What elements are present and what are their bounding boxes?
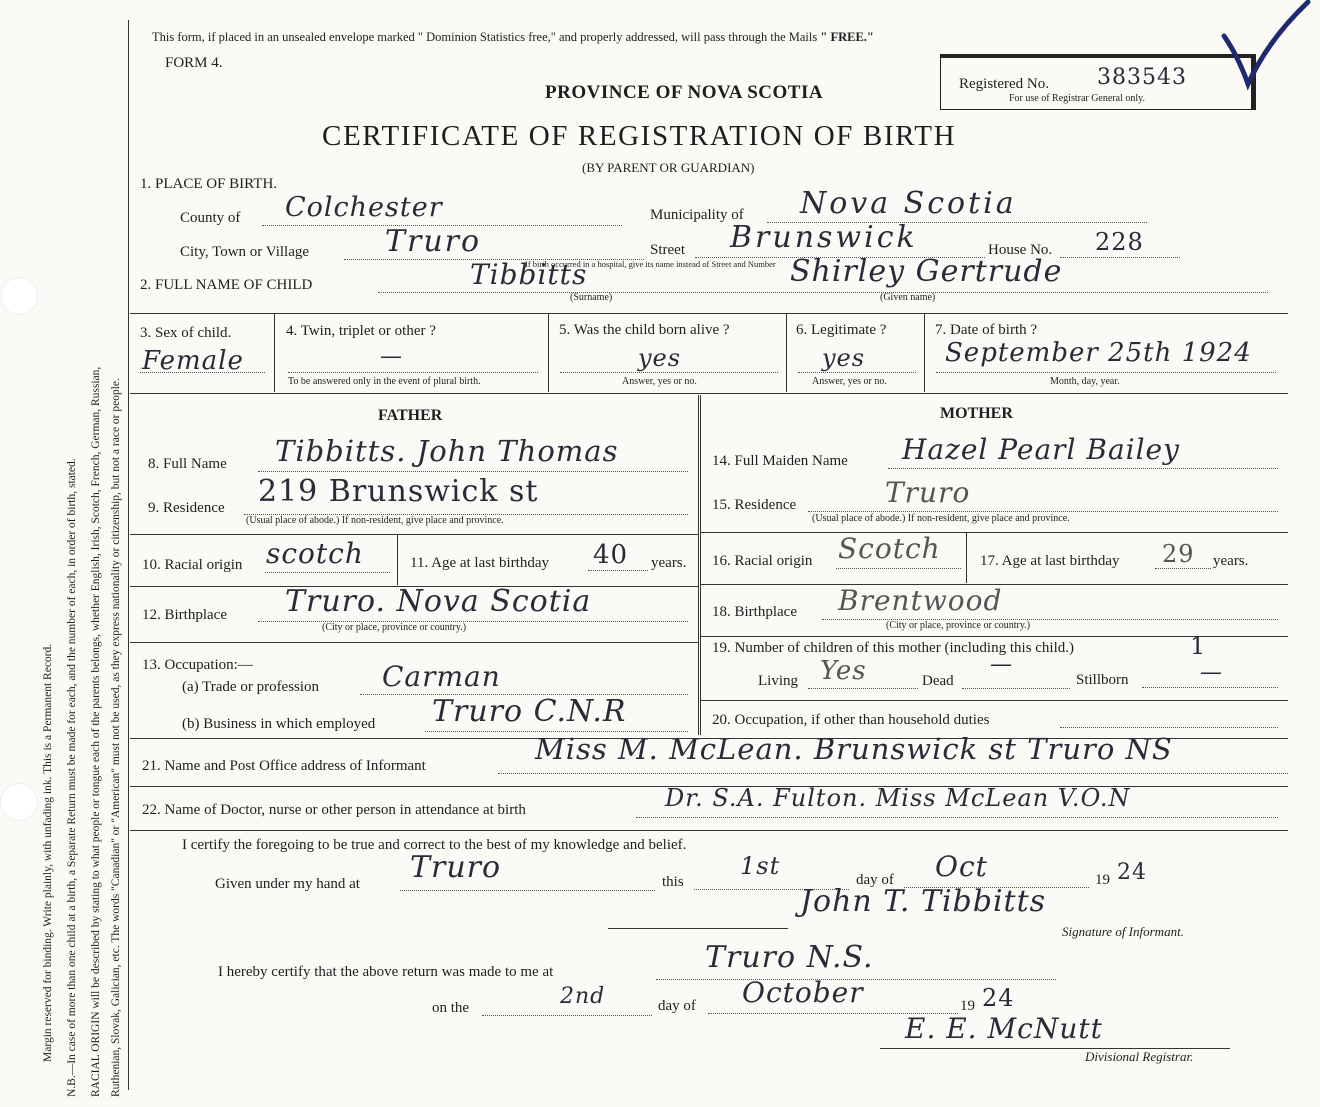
father-trade-value: Carman [382, 660, 501, 693]
registrar-note: For use of Registrar General only. [1009, 93, 1145, 104]
mother-race-label: 16. Racial origin [712, 553, 813, 569]
certificate-title: CERTIFICATE OF REGISTRATION OF BIRTH [322, 120, 957, 152]
given-caption: (Given name) [880, 292, 936, 303]
informant-line [498, 773, 1288, 774]
mother-residence-note: (Usual place of abode.) If non-resident, give place and province. [812, 513, 1070, 524]
surname-caption: (Surname) [570, 292, 613, 303]
mother-occupation-label: 20. Occupation, if other than household duties [712, 712, 990, 728]
municipality-value: Nova Scotia [800, 186, 1017, 221]
reg-day-of-label: day of [658, 998, 696, 1014]
father-name-line [258, 471, 688, 472]
col-div-1 [274, 314, 275, 392]
child-given-name: Shirley Gertrude [790, 254, 1063, 289]
mother-age-label: 17. Age at last birthday [980, 553, 1120, 569]
dob-line [936, 372, 1276, 373]
mother-living-line [808, 688, 918, 689]
col-div-4 [924, 314, 925, 392]
mother-age-line [1155, 568, 1211, 569]
margin-racial-note: RACIAL ORIGIN will be described by stating to what people or tongue each of the parents belongs, whether English, Irish, Scotch, French, German, Russian, [90, 366, 102, 1097]
mailing-notice [152, 30, 874, 45]
reg-month-value: October [742, 976, 864, 1009]
father-age-line [588, 570, 648, 571]
house-line [1060, 257, 1180, 258]
given-place-value: Truro [410, 850, 502, 885]
registered-label: Registered No. [959, 76, 1049, 92]
mother-heading: MOTHER [940, 405, 1013, 422]
father-name-value: Tibbitts. John Thomas [275, 434, 619, 468]
doctor-value: Dr. S.A. Fulton. Miss McLean V.O.N [665, 784, 1131, 812]
twin-value: — [380, 344, 403, 369]
mother-years-label: years. [1213, 553, 1249, 569]
mother-occupation-line [1060, 727, 1278, 728]
row-divider-1 [130, 313, 1288, 314]
child-name-label: 2. FULL NAME OF CHILD [140, 277, 313, 293]
informant-signature: John T. Tibbitts [800, 884, 1047, 919]
father-race-label: 10. Racial origin [142, 557, 243, 573]
registrar-caption: Divisional Registrar. [1085, 1049, 1194, 1064]
place-of-birth-label: 1. PLACE OF BIRTH. [140, 176, 278, 192]
reg-year-prefix: 19 [960, 998, 975, 1014]
father-divider-1 [130, 534, 698, 535]
province-heading: PROVINCE OF NOVA SCOTIA [545, 82, 824, 103]
street-value: Brunswick [730, 220, 918, 255]
mother-age-value: 29 [1162, 540, 1195, 568]
father-occupation-label: 13. Occupation:— [142, 657, 253, 673]
mother-dead-line [962, 688, 1070, 689]
registered-box [940, 54, 1256, 110]
mother-birthplace-note: (City or place, province or country.) [886, 620, 1031, 631]
dob-note: Month, day, year. [1050, 376, 1120, 387]
city-value: Truro [385, 224, 482, 259]
legitimate-line [798, 372, 916, 373]
certify-statement: I certify the foregoing to be true and correct to the best of my knowledge and belief. [182, 837, 687, 853]
child-name-line [378, 292, 1268, 293]
dob-label: 7. Date of birth ? [935, 322, 1038, 338]
father-heading: FATHER [378, 407, 443, 424]
year-value: 24 [1117, 860, 1147, 885]
alive-note: Answer, yes or no. [622, 376, 697, 387]
mother-race-value: Scotch [838, 532, 941, 565]
registrar-statement: I hereby certify that the above return was made to me at [218, 964, 554, 980]
county-label: County of [180, 210, 241, 226]
given-place-line [400, 890, 655, 891]
mother-age-div [966, 533, 967, 583]
sex-value: Female [142, 346, 244, 376]
father-age-value: 40 [593, 540, 629, 570]
father-birthplace-label: 12. Birthplace [142, 607, 227, 623]
dob-value: September 25th 1924 [945, 338, 1252, 368]
margin-racial-note-2: Ruthenian, Slovak, Galician, etc. The words "Canadian" or "American" must not be used, as they express nationality or citizenship, but not a race or people. [110, 378, 122, 1097]
father-race-value: scotch [266, 537, 364, 570]
punch-hole-bottom [0, 783, 38, 821]
mother-divider-4 [700, 700, 1288, 701]
father-age-label: 11. Age at last birthday [410, 555, 549, 571]
father-divider-3 [130, 642, 698, 643]
mother-name-line [888, 468, 1278, 469]
punch-hole-top [0, 277, 38, 315]
father-birthplace-value: Truro. Nova Scotia [285, 584, 592, 619]
reg-day-value: 2nd [560, 984, 606, 1009]
form-left-border [128, 20, 129, 1090]
mother-dead-value: — [990, 652, 1013, 677]
father-business-label: (b) Business in which employed [182, 716, 376, 732]
twin-line [288, 372, 538, 373]
certificate-subtitle: (BY PARENT OR GUARDIAN) [582, 160, 755, 175]
father-residence-note: (Usual place of abode.) If non-resident, give place and province. [246, 515, 504, 526]
hospital-note: If birth occurred in a hospital, give its name instead of Street and Number [525, 259, 776, 269]
city-label: City, Town or Village [180, 244, 310, 260]
mother-name-value: Hazel Pearl Bailey [902, 433, 1180, 466]
given-under-label: Given under my hand at [215, 876, 360, 892]
doctor-line [636, 817, 1278, 818]
margin-binding-note: Margin reserved for binding. Write plainly, with unfading ink. This is a Permanent Record. [42, 643, 54, 1062]
child-surname: Tibbitts [470, 258, 588, 291]
reg-day-line [482, 1015, 652, 1016]
house-value: 228 [1095, 228, 1144, 256]
alive-label: 5. Was the child born alive ? [559, 322, 730, 338]
father-residence-label: 9. Residence [148, 500, 225, 516]
informant-label: 21. Name and Post Office address of Informant [142, 758, 426, 774]
street-label: Street [650, 242, 685, 258]
mother-residence-label: 15. Residence [712, 497, 797, 513]
mother-residence-line [808, 511, 1278, 512]
house-label: House No. [988, 242, 1053, 258]
mother-stillborn-line [1142, 687, 1278, 688]
father-race-line [265, 572, 390, 573]
twin-note: To be answered only in the event of plural birth. [288, 376, 481, 387]
mother-children-value: 1 [1190, 632, 1207, 660]
municipality-label: Municipality of [650, 207, 744, 223]
mother-race-line [836, 568, 961, 569]
father-years-label: years. [651, 555, 687, 571]
informant-signature-caption: Signature of Informant. [1062, 924, 1184, 939]
twin-label: 4. Twin, triplet or other ? [286, 323, 436, 339]
day-value: 1st [740, 852, 781, 880]
col-div-2 [548, 314, 549, 392]
day-of-label: day of [856, 872, 894, 888]
father-name-label: 8. Full Name [148, 456, 227, 472]
father-business-value: Truro C.N.R [432, 694, 627, 729]
mailing-notice-text: This form, if placed in an unsealed envelope marked " Dominion Statistics free," and properly addressed, will pass through the Mails [152, 30, 821, 44]
mother-residence-value: Truro [885, 476, 971, 509]
mother-stillborn-value: — [1200, 660, 1223, 685]
mother-birthplace-label: 18. Birthplace [712, 604, 797, 620]
father-age-div [397, 535, 398, 585]
registrar-signature: E. E. McNutt [905, 1012, 1103, 1045]
year-prefix: 19 [1095, 872, 1110, 888]
reg-place-value: Truro N.S. [705, 940, 874, 975]
mother-stillborn-label: Stillborn [1076, 672, 1129, 688]
doctor-label: 22. Name of Doctor, nurse or other person in attendance at birth [142, 802, 526, 818]
alive-value: yes [638, 344, 682, 372]
mother-divider-1 [700, 532, 1288, 533]
reg-year-value: 24 [982, 984, 1015, 1012]
month-value: Oct [935, 850, 988, 883]
legitimate-note: Answer, yes or no. [812, 376, 887, 387]
this-label: this [662, 874, 684, 890]
mother-children-label: 19. Number of children of this mother (including this child.) [712, 640, 1075, 656]
father-residence-value: 219 Brunswick st [258, 474, 539, 509]
col-div-3 [786, 314, 787, 392]
on-the-label: on the [432, 1000, 470, 1016]
mother-dead-label: Dead [922, 673, 954, 689]
signature-line-left [608, 928, 788, 929]
mother-birthplace-value: Brentwood [838, 584, 1003, 617]
mother-name-label: 14. Full Maiden Name [712, 453, 848, 469]
legitimate-value: yes [822, 344, 866, 372]
row-divider-2 [130, 393, 1288, 394]
check-mark-icon [1220, 0, 1320, 100]
mailing-notice-free: " FREE." [820, 30, 874, 44]
row-divider-5 [130, 830, 1288, 831]
mother-living-value: Yes [820, 656, 867, 686]
father-trade-label: (a) Trade or profession [182, 679, 320, 695]
father-birthplace-note: (City or place, province or country.) [322, 622, 467, 633]
parents-divider [698, 395, 701, 735]
informant-value: Miss M. McLean. Brunswick st Truro NS [535, 732, 1173, 766]
mother-living-label: Living [758, 673, 798, 689]
form-number: FORM 4. [165, 55, 223, 71]
alive-line [560, 372, 778, 373]
county-value: Colchester [285, 192, 443, 223]
margin-nb-note: N.B.—In case of more than one child at a birth, a Separate Return must be made for each, and the number of each, in order of birth, stated. [66, 458, 78, 1097]
sex-label: 3. Sex of child. [140, 325, 232, 341]
legitimate-label: 6. Legitimate ? [796, 322, 887, 338]
registered-number: 383543 [1097, 65, 1187, 90]
